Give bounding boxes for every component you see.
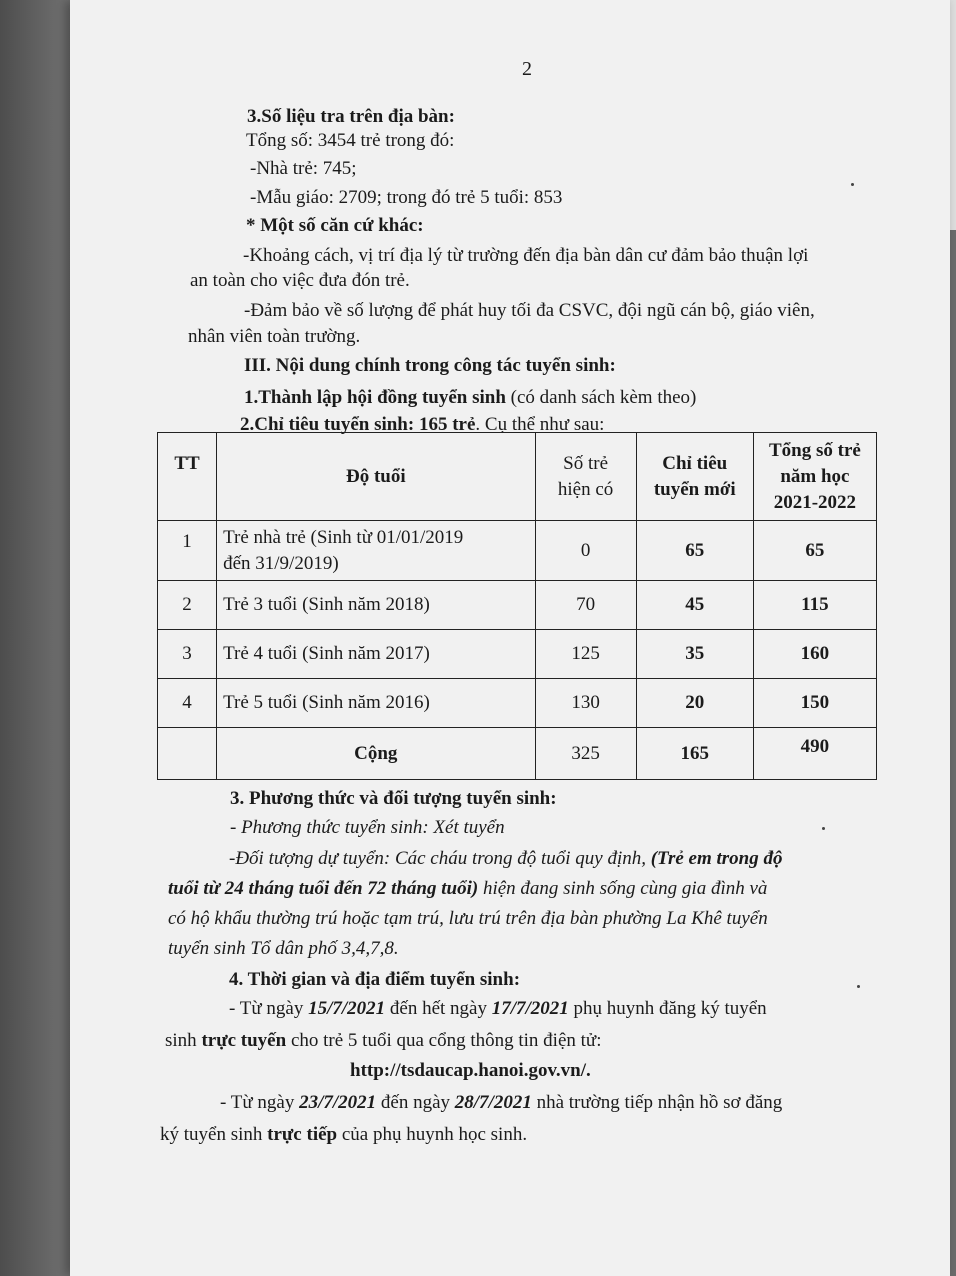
target-line2-b: hiện đang sinh sống cùng gia đình và	[478, 878, 768, 899]
header-current-line1: Số trẻ	[563, 452, 609, 474]
sec3b-target-line3: có hộ khẩu thường trú hoặc tạm trú, lưu trú trên địa bàn phường La Khê tuyển	[168, 908, 768, 929]
row3-age: Trẻ 4 tuổi (Sinh năm 2017)	[217, 630, 535, 679]
table-total-row	[158, 728, 877, 780]
sec3b-target-line1	[229, 846, 783, 872]
header-current-line2: hiện có	[557, 478, 614, 500]
table-row	[158, 581, 877, 630]
part3-item2-rest: . Cụ thể như sau:	[475, 414, 605, 435]
row1-tt: 1	[158, 521, 217, 581]
row2-age: Trẻ 3 tuổi (Sinh năm 2018)	[217, 581, 535, 630]
table-row	[158, 521, 877, 581]
header-total	[753, 433, 876, 521]
row1-age-line2: đến 31/9/2019)	[223, 552, 339, 574]
part3-item1-rest: (có danh sách kèm theo)	[505, 387, 697, 408]
total-total: 490	[753, 728, 876, 780]
row2-tt: 2	[158, 581, 217, 630]
sec4-l3-date1: 23/7/2021	[299, 1092, 377, 1113]
sec3b-method: - Phương thức tuyển sinh: Xét tuyển	[230, 817, 505, 838]
total-tt-empty	[158, 728, 217, 780]
row4-tt: 4	[158, 679, 217, 728]
header-total-line2: năm học	[780, 465, 850, 487]
sec4-l1-a: - Từ ngày	[229, 998, 309, 1019]
row3-tt: 3	[158, 630, 217, 679]
sec4-l2-a: sinh	[165, 1030, 202, 1051]
row1-total: 65	[753, 521, 876, 581]
sec4-line2	[165, 1028, 602, 1054]
row4-new: 20	[636, 679, 753, 728]
sec3-kindergarten: -Mẫu giáo: 2709; trong đó trẻ 5 tuổi: 853	[250, 187, 563, 208]
header-new	[636, 433, 753, 521]
sec4-l4-c: của phụ huynh học sinh.	[337, 1124, 528, 1145]
table-header-row	[158, 433, 877, 521]
other-basis-item2-line2: nhân viên toàn trường.	[188, 326, 361, 347]
header-new-line2: tuyển mới	[653, 478, 736, 500]
row1-current: 0	[535, 521, 636, 581]
total-new: 165	[636, 728, 753, 780]
target-line1-a: -Đối tượng dự tuyển: Các cháu trong độ tuổi quy định,	[229, 848, 651, 869]
sec3-total: Tổng số: 3454 trẻ trong đó:	[246, 130, 455, 151]
other-basis-item1-line1: -Khoảng cách, vị trí địa lý từ trường đến địa bàn dân cư đảm bảo thuận lợi	[243, 245, 809, 266]
enrollment-table	[157, 432, 877, 780]
sec4-l1-b: đến hết ngày	[385, 998, 492, 1019]
paper-speck	[822, 827, 825, 830]
total-current: 325	[535, 728, 636, 780]
sec4-l3-a: - Từ ngày	[220, 1092, 300, 1113]
sec4-line3	[220, 1090, 782, 1116]
sec3-nursery: -Nhà trẻ: 745;	[250, 158, 357, 179]
table-row	[158, 679, 877, 728]
target-line1-b: (Trẻ em trong độ	[650, 848, 783, 869]
sec4-l3-c: nhà trường tiếp nhận hồ sơ đăng	[531, 1092, 783, 1113]
header-new-line1: Chỉ tiêu	[662, 452, 728, 474]
sec3b-target-line4: tuyển sinh Tổ dân phố 3,4,7,8.	[168, 938, 399, 959]
other-basis-item2-line1: -Đảm bảo về số lượng để phát huy tối đa CSVC, đội ngũ cán bộ, giáo viên,	[244, 300, 815, 321]
sec4-l1-date2: 17/7/2021	[491, 998, 569, 1019]
sec4-l1-date1: 15/7/2021	[308, 998, 386, 1019]
part3-item1	[244, 385, 696, 411]
header-tt: TT	[158, 433, 217, 521]
sec4-l3-b: đến ngày	[376, 1092, 455, 1113]
part3-item2-bold: 2.Chỉ tiêu tuyển sinh: 165 trẻ	[240, 414, 476, 435]
header-current	[535, 433, 636, 521]
page-number: 2	[522, 58, 532, 80]
row1-age	[217, 521, 535, 581]
other-basis-item1-line2: an toàn cho việc đưa đón trẻ.	[190, 270, 410, 291]
total-label: Cộng	[217, 728, 535, 780]
sec4-l3-date2: 28/7/2021	[454, 1092, 532, 1113]
sec4-l2-c: cho trẻ 5 tuổi qua cổng thông tin điện tử:	[286, 1030, 602, 1051]
row2-total: 115	[753, 581, 876, 630]
row3-total: 160	[753, 630, 876, 679]
row3-current: 125	[535, 630, 636, 679]
sec4-line4	[160, 1122, 527, 1148]
sec4-l1-c: phụ huynh đăng ký tuyển	[568, 998, 767, 1019]
row2-new: 45	[636, 581, 753, 630]
sec4-heading: 4. Thời gian và địa điểm tuyển sinh:	[229, 969, 521, 990]
sec3b-heading: 3. Phương thức và đối tượng tuyển sinh:	[230, 788, 557, 809]
header-total-line1: Tổng số trẻ	[768, 439, 861, 461]
sec3b-target-line2	[168, 876, 767, 902]
part3-item1-bold: 1.Thành lập hội đồng tuyển sinh	[244, 387, 506, 408]
sec3-heading: 3.Số liệu tra trên địa bàn:	[247, 106, 455, 127]
row2-current: 70	[535, 581, 636, 630]
background-left	[0, 0, 80, 1276]
part3-heading: III. Nội dung chính trong công tác tuyển sinh:	[244, 355, 616, 376]
sec4-line1	[229, 996, 767, 1022]
sec4-l4-a: ký tuyển sinh	[160, 1124, 268, 1145]
sec4-url: http://tsdaucap.hanoi.gov.vn/.	[350, 1060, 591, 1081]
other-basis-heading: * Một số căn cứ khác:	[246, 215, 424, 236]
row3-new: 35	[636, 630, 753, 679]
paper-speck	[851, 183, 854, 186]
table-row	[158, 630, 877, 679]
row4-current: 130	[535, 679, 636, 728]
header-age: Độ tuổi	[217, 433, 535, 521]
paper-speck	[857, 985, 860, 988]
row4-age: Trẻ 5 tuổi (Sinh năm 2016)	[217, 679, 535, 728]
row1-new: 65	[636, 521, 753, 581]
sec4-l4-direct: trực tiếp	[267, 1124, 338, 1145]
row1-age-line1: Trẻ nhà trẻ (Sinh từ 01/01/2019	[223, 526, 464, 548]
row4-total: 150	[753, 679, 876, 728]
target-line2-a: tuổi từ 24 tháng tuổi đến 72 tháng tuổi)	[168, 878, 479, 899]
sec4-l2-online: trực tuyến	[201, 1030, 287, 1051]
header-total-line3: 2021-2022	[773, 491, 857, 513]
